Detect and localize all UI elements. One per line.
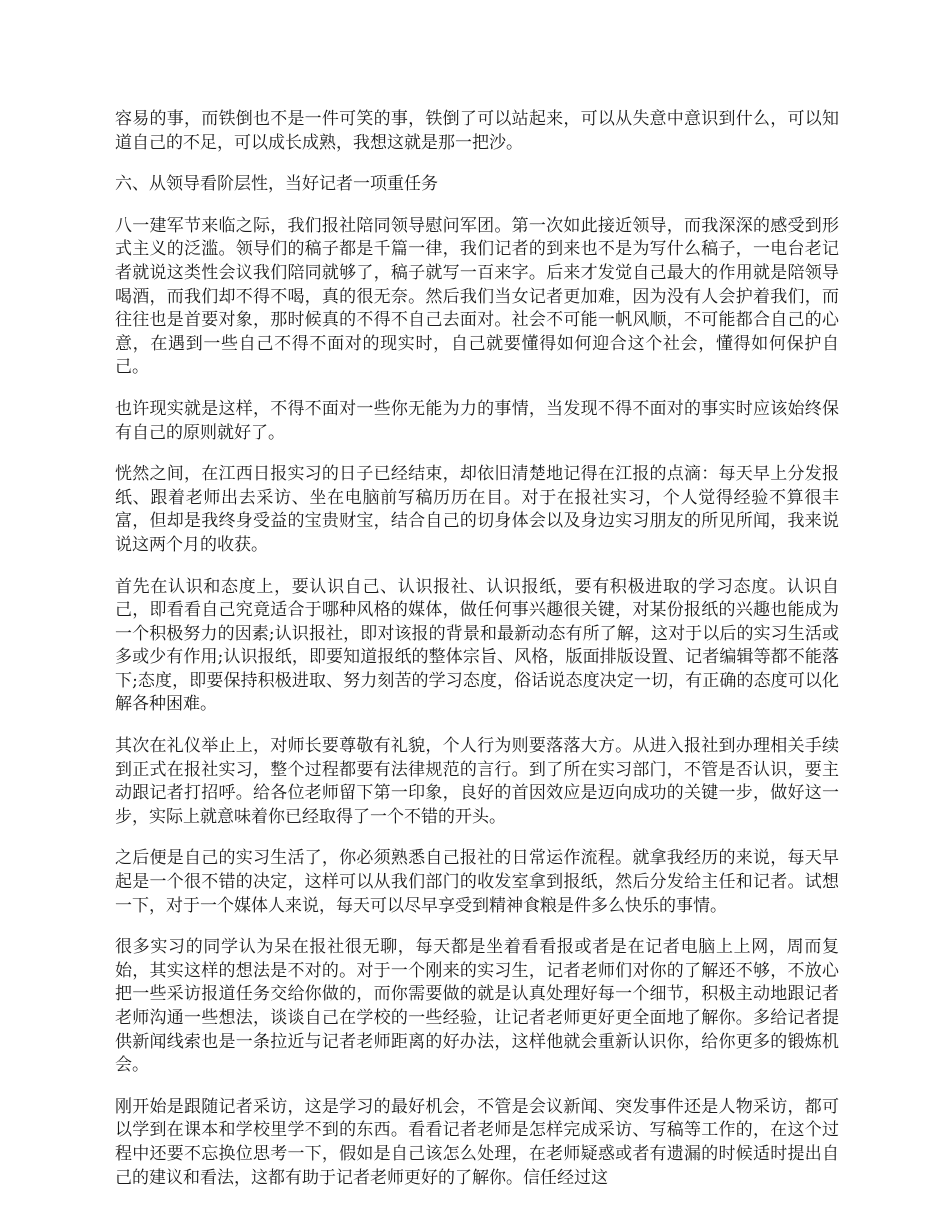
paragraph-1: 容易的事，而铁倒也不是一件可笑的事，铁倒了可以站起来，可以从失意中意识到什么，可以知道自己的不足，可以成长成熟，我想这就是那一把沙。 <box>115 109 839 153</box>
section-heading: 六、从领导看阶层性，当好记者一项重任务 <box>115 174 438 195</box>
paragraph-4: 恍然之间，在江西日报实习的日子已经结束，却依旧清楚地记得在江报的点滴：每天早上分发报纸、跟着老师出去采访、坐在电脑前写稿历历在目。对于在报社实习，个人觉得经验不算很丰富，但却是我终身受益的宝贵财宝，结合自己的切身体会以及身边实习朋友的所见所闻，我来说说这两个月的收获。 <box>115 464 839 555</box>
paragraph-9: 刚开始是跟随记者采访，这是学习的最好机会，不管是会议新闻、突发事件还是人物采访，都可以学到在课本和学校里学不到的东西。看看记者老师是怎样完成采访、写稿等工作的，在这个过程中还要不忘换位思考一下，假如是自己该怎么处理，在老师疑惑或者有遗漏的时候适时提出自己的建议和看法，这都有助于记者老师更好的了解你。信任经过这 <box>115 1096 839 1188</box>
paragraph-7: 之后便是自己的实习生活了，你必须熟悉自己报社的日常运作流程。就拿我经历的来说，每天早起是一个很不错的决定，这样可以从我们部门的收发室拿到报纸，然后分发给主任和记者。试想一下，对于一个媒体人来说，每天可以尽早享受到精神食粮是件多么快乐的事情。 <box>115 848 839 916</box>
paragraph-2: 八一建军节来临之际，我们报社陪同领导慰问军团。第一次如此接近领导，而我深深的感受到形式主义的泛滥。领导们的稿子都是千篇一律，我们记者的到来也不是为写什么稿子，一电台老记者就说这类性会议我们陪同就够了，稿子就写一百来字。后来才发觉自己最大的作用就是陪领导喝酒，而我们却不得不喝，真的很无奈。然后我们当女记者更加难，因为没有人会护着我们，而往往也是首要对象，那时候真的不得不自己去面对。社会不可能一帆风顺，不可能都合自己的心意，在遇到一些自己不得不面对的现实时，自己就要懂得如何迎合这个社会，懂得如何保护自己。 <box>115 215 839 378</box>
paragraph-3: 也许现实就是这样，不得不面对一些你无能为力的事情，当发现不得不面对的事实时应该始终保有自己的原则就好了。 <box>115 398 839 443</box>
document-page <box>115 108 839 1208</box>
paragraph-6: 其次在礼仪举止上，对师长要尊敬有礼貌，个人行为则要落落大方。从进入报社到办理相关手续到正式在报社实习，整个过程都要有法律规范的言行。到了所在实习部门，不管是否认识，要主动跟记者打招呼。给各位老师留下第一印象，良好的首因效应是迈向成功的关键一步，做好这一步，实际上就意味着你已经取得了一个不错的开头。 <box>115 736 839 827</box>
paragraph-8: 很多实习的同学认为呆在报社很无聊，每天都是坐着看看报或者是在记者电脑上上网，周而复始，其实这样的想法是不对的。对于一个刚来的实习生，记者老师们对你的了解还不够，不放心把一些采访报道任务交给你做的，而你需要做的就是认真处理好每一个细节，积极主动地跟记者老师沟通一些想法，谈谈自己在学校的一些经验，让记者老师更好更全面地了解你。多给记者提供新闻线索也是一条拉近与记者老师距离的好办法，这样他就会重新认识你，给你更多的锻炼机会。 <box>115 937 839 1076</box>
paragraph-5: 首先在认识和态度上，要认识自己、认识报社、认识报纸，要有积极进取的学习态度。认识自己，即看看自己究竟适合于哪种风格的媒体，做任何事兴趣很关键，对某份报纸的兴趣也能成为一个积极努力的因素;认识报社，即对该报的背景和最新动态有所了解，这对于以后的实习生活或多或少有作用;认识报纸，即要知道报纸的整体宗旨、风格，版面排版设置、记者编辑等都不能落下;态度，即要保持积极进取、努力刻苦的学习态度，俗话说态度决定一切，有正确的态度可以化解各种困难。 <box>115 576 839 715</box>
